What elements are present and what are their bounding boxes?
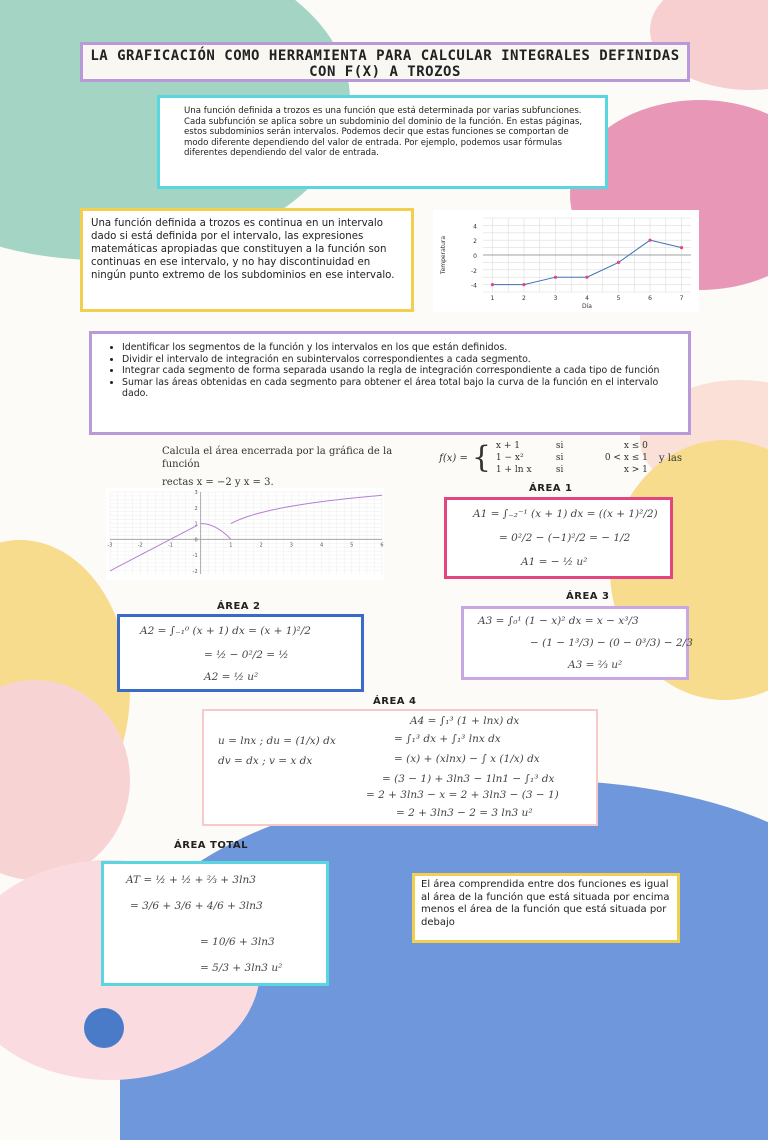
total-area-box [101,861,329,986]
problem-text: rectas x = −2 y x = 3. [162,477,274,488]
math-line: A2 = ½ u² [204,671,259,683]
case-si: si [555,453,564,463]
math-line: = 3/6 + 3/6 + 4/6 + 3ln3 [130,900,263,912]
x-tick-label: 2 [522,295,526,302]
case-expr: 1 + ln x [495,465,532,475]
x-tick-label: 6 [648,295,652,302]
x-tick-label: 1 [490,295,495,302]
area2-box [117,614,364,692]
x-tick-label: -3 [107,542,113,549]
math-line: = 2 + 3ln3 − x = 2 + 3ln3 − (3 − 1) [366,789,559,801]
area3-heading: ÁREA 3 [566,591,610,602]
math-line: = 10/6 + 3ln3 [200,936,275,948]
area1-heading: ÁREA 1 [529,483,573,494]
x-tick-label: 4 [585,295,589,302]
area3-box [461,606,693,680]
total-area-heading: ÁREA TOTAL [174,840,248,851]
y-tick-label: 4 [473,223,477,231]
function-graph [106,488,384,580]
conclusion-text: El área comprendida entre dos funciones es igual al área de la función que está situada por encima menos el área de la función que está situada por debajo [412,873,680,943]
math-line: = 0²/2 − (−1)²/2 = − 1/2 [499,532,631,544]
math-line: A2 = ∫₋₁⁰ (x + 1) dx = (x + 1)²/2 [140,625,311,637]
x-tick-label: 5 [616,295,621,302]
x-tick-label: 5 [350,542,354,549]
y-tick-label: -2 [471,267,477,275]
step-item: • Dividir el intervalo de integración en subintervalos correspondientes a cada segmento. [122,354,678,366]
area4-box [202,709,598,826]
y-tick-label: 0 [473,253,477,260]
x-tick-label: 3 [553,295,558,302]
intro-text: Una función definida a trozos es una función que está determinada por varias subfunciones. Cada subfunción se aplica sobre un subdominio del dominio de la función. En estas páginas, estos subdominios serán intervalos. Podemos decir que estas funciones se comportan de modo diferente dependiendo del valor de entrada. Por ejemplo, podemos usar fórmulas diferentes dependiendo del valor de entrada. [157,95,608,189]
math-line: = 2 + 3ln3 − 2 = 3 ln3 u² [396,807,533,819]
math-line: dv = dx ; v = x dx [218,755,313,767]
y-tick-label: -4 [471,282,477,290]
x-tick-label: 7 [679,295,684,302]
data-point [648,239,651,242]
case-si: si [555,441,564,451]
data-point [585,276,588,279]
x-tick-label: 6 [380,542,384,549]
math-line: = ∫₁³ dx + ∫₁³ lnx dx [394,733,501,745]
case-si: si [555,465,564,475]
cases-table [495,440,649,476]
math-line: A1 = ∫₋₂⁻¹ (x + 1) dx = ((x + 1)²/2) [473,508,658,520]
math-line: A3 = ⅔ u² [568,659,623,671]
y-tick-label: -1 [192,553,198,560]
math-line: A3 = ∫₀¹ (1 − x)² dx = x − x³/3 [478,615,639,627]
math-line: = 5/3 + 3ln3 u² [200,962,283,974]
case-cond: x > 1 [623,465,648,475]
temperature-chart [433,210,699,312]
x-tick-label: -1 [167,542,173,549]
y-axis-label: Temperatura [440,235,447,275]
brace: { [471,440,491,475]
steps-box [89,331,691,435]
area2-heading: ÁREA 2 [217,601,261,612]
math-line: − (1 − 1³/3) − (0 − 0³/3) − 2/3 [530,637,693,649]
problem-statement [162,440,682,489]
math-line: A1 = − ½ u² [521,556,588,568]
data-point [617,261,620,264]
y-tick-label: 1 [194,521,198,528]
case-expr: 1 − x² [495,453,524,463]
data-point [522,283,525,286]
math-line: AT = ½ + ½ + ⅔ + 3ln3 [126,874,256,886]
y-tick-label: -2 [192,568,198,575]
case-cond: 0 < x ≤ 1 [604,453,648,463]
function-name: f(x) = [439,452,468,464]
math-line: A4 = ∫₁³ (1 + lnx) dx [410,715,520,727]
step-item: • Integrar cada segmento de forma separada usando la regla de integración correspondiente a cada tipo de función [122,365,678,377]
y-tick-label: 3 [194,490,198,496]
bg-blob-navy-dot [84,1008,124,1048]
y-tick-label: 0 [194,537,198,544]
data-point [491,283,494,286]
x-tick-label: 2 [259,542,263,549]
data-point [680,246,683,249]
x-tick-label: 1 [229,542,233,549]
problem-text: Calcula el área encerrada por la gráfica de la función [162,446,393,470]
function-graph-svg [106,488,384,580]
area4-heading: ÁREA 4 [373,696,417,707]
case-expr: x + 1 [495,441,520,451]
temperature-chart-svg [433,210,699,312]
y-tick-label: 2 [194,505,198,512]
math-line: = (x) + (xlnx) − ∫ x (1/x) dx [394,753,540,765]
math-line: u = lnx ; du = (1/x) dx [218,735,336,747]
page-title: LA GRAFICACIÓN COMO HERRAMIENTA PARA CALCULAR INTEGRALES DEFINIDAS CON F(X) A TROZOS [80,42,690,82]
x-axis-label: Día [582,303,592,310]
piece-linear [107,525,198,571]
area1-box [444,497,673,579]
y-tick-label: 2 [473,238,477,246]
math-line: = (3 − 1) + 3ln3 − 1ln1 − ∫₁³ dx [382,773,555,785]
step-item: • Identificar los segmentos de la función y los intervalos en los que están definidos. [122,342,678,354]
x-tick-label: 3 [289,542,293,549]
problem-text: y las [658,452,683,464]
continuity-text: Una función definida a trozos es continua en un intervalo dado si está definida por el intervalo, las expresiones matemáticas apropiadas que constituyen a la función son continuas en ese intervalo, y no hay discontinuidad en ningún punto extremo de los subdominios en ese intervalo. [80,208,414,312]
x-tick-label: -2 [137,542,143,549]
math-line: = ½ − 0²/2 = ½ [204,649,289,661]
case-cond: x ≤ 0 [623,441,648,451]
step-item: • Sumar las áreas obtenidas en cada segmento para obtener el área total bajo la curva de la función en el intervalo dado. [122,377,678,400]
x-tick-label: 4 [319,542,324,549]
data-point [554,276,557,279]
